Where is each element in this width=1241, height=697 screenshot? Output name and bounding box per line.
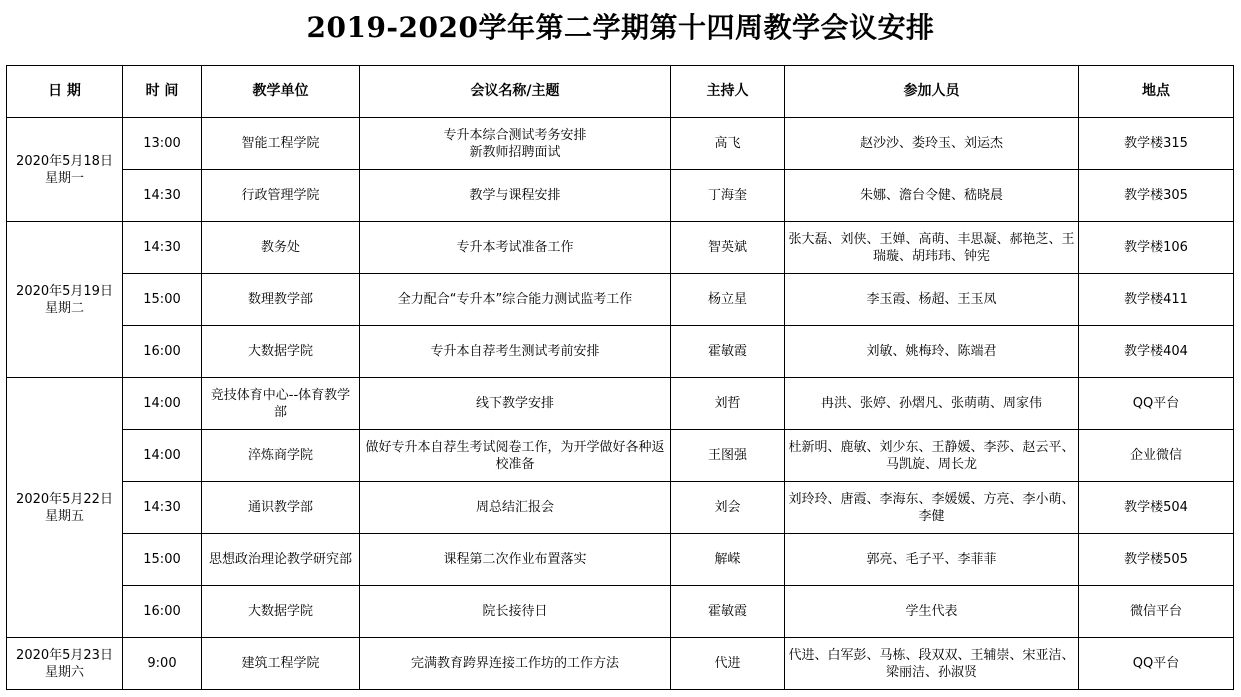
table-row bbox=[7, 638, 1234, 690]
header-location: 地点 bbox=[1079, 66, 1234, 118]
unit-cell: 思想政治理论教学研究部 bbox=[202, 534, 360, 586]
unit-cell: 淬炼商学院 bbox=[202, 430, 360, 482]
date-text: 2020年5月22日 bbox=[16, 491, 113, 507]
unit-cell: 教务处 bbox=[202, 222, 360, 274]
participants-cell: 冉洪、张婷、孙熠凡、张萌萌、周家伟 bbox=[785, 378, 1079, 430]
participants-cell: 朱娜、澹台令健、嵇晓晨 bbox=[785, 170, 1079, 222]
header-host: 主持人 bbox=[671, 66, 785, 118]
location-cell: 教学楼404 bbox=[1079, 326, 1234, 378]
host-cell: 刘会 bbox=[671, 482, 785, 534]
topic-cell bbox=[360, 586, 671, 638]
table-row bbox=[7, 326, 1234, 378]
participants-cell: 张大磊、刘侠、王婵、高萌、丰思凝、郝艳芝、王瑞璇、胡玮玮、钟宪 bbox=[785, 222, 1079, 274]
location-cell: 企业微信 bbox=[1079, 430, 1234, 482]
location-cell: 教学楼106 bbox=[1079, 222, 1234, 274]
unit-cell: 建筑工程学院 bbox=[202, 638, 360, 690]
topic-line: 专升本自荐考生测试考前安排 bbox=[430, 344, 600, 359]
participants-cell: 刘玲玲、唐霞、李海东、李媛媛、方亮、李小萌、李健 bbox=[785, 482, 1079, 534]
meeting-schedule-table bbox=[6, 65, 1234, 690]
unit-cell: 数理教学部 bbox=[202, 274, 360, 326]
host-cell: 杨立星 bbox=[671, 274, 785, 326]
weekday-text: 星期一 bbox=[44, 170, 84, 186]
date-cell bbox=[7, 638, 123, 690]
time-cell: 14:00 bbox=[123, 378, 202, 430]
time-cell: 16:00 bbox=[123, 326, 202, 378]
table-row bbox=[7, 274, 1234, 326]
header-topic: 会议名称/主题 bbox=[360, 66, 671, 118]
host-cell: 代进 bbox=[671, 638, 785, 690]
header-time: 时 间 bbox=[123, 66, 202, 118]
table-row bbox=[7, 118, 1234, 170]
topic-cell bbox=[360, 118, 671, 170]
time-cell: 16:00 bbox=[123, 586, 202, 638]
topic-cell bbox=[360, 222, 671, 274]
participants-cell: 郭亮、毛子平、李菲菲 bbox=[785, 534, 1079, 586]
table-row bbox=[7, 430, 1234, 482]
location-cell: QQ平台 bbox=[1079, 378, 1234, 430]
topic-cell bbox=[360, 534, 671, 586]
location-cell: 教学楼505 bbox=[1079, 534, 1234, 586]
host-cell: 霍敏霞 bbox=[671, 586, 785, 638]
date-text: 2020年5月23日 bbox=[16, 647, 113, 663]
unit-cell: 行政管理学院 bbox=[202, 170, 360, 222]
participants-cell: 学生代表 bbox=[785, 586, 1079, 638]
location-cell: 教学楼315 bbox=[1079, 118, 1234, 170]
page-title: 2019-2020学年第二学期第十四周教学会议安排 bbox=[306, 11, 935, 44]
topic-cell bbox=[360, 170, 671, 222]
unit-cell: 智能工程学院 bbox=[202, 118, 360, 170]
unit-cell: 通识教学部 bbox=[202, 482, 360, 534]
time-cell: 15:00 bbox=[123, 534, 202, 586]
topic-line: 做好专升本自荐生考试阅卷工作，为开学做好各种返校准备 bbox=[365, 439, 665, 472]
topic-line: 线下教学安排 bbox=[475, 396, 554, 411]
time-cell: 14:30 bbox=[123, 222, 202, 274]
date-cell bbox=[7, 378, 123, 638]
location-cell: 微信平台 bbox=[1079, 586, 1234, 638]
topic-line: 周总结汇报会 bbox=[475, 500, 554, 515]
participants-cell: 李玉霞、杨超、王玉凤 bbox=[785, 274, 1079, 326]
date-text: 2020年5月19日 bbox=[16, 283, 113, 299]
time-cell: 14:00 bbox=[123, 430, 202, 482]
table-row bbox=[7, 222, 1234, 274]
topic-cell bbox=[360, 430, 671, 482]
location-cell: 教学楼411 bbox=[1079, 274, 1234, 326]
participants-cell: 赵沙沙、娄玲玉、刘运杰 bbox=[785, 118, 1079, 170]
topic-cell bbox=[360, 378, 671, 430]
topic-line: 课程第二次作业布置落实 bbox=[443, 552, 587, 567]
weekday-text: 星期二 bbox=[44, 300, 84, 316]
table-row bbox=[7, 378, 1234, 430]
topic-line: 专升本综合测试考务安排 bbox=[443, 127, 587, 143]
header-unit: 教学单位 bbox=[202, 66, 360, 118]
host-cell: 丁海奎 bbox=[671, 170, 785, 222]
date-cell bbox=[7, 222, 123, 378]
host-cell: 王图强 bbox=[671, 430, 785, 482]
schedule-body bbox=[7, 118, 1234, 690]
date-text: 2020年5月18日 bbox=[16, 153, 113, 169]
participants-cell: 代进、白军彭、马栋、段双双、王辅崇、宋亚洁、梁丽洁、孙淑贤 bbox=[785, 638, 1079, 690]
host-cell: 高飞 bbox=[671, 118, 785, 170]
table-row bbox=[7, 534, 1234, 586]
header-date: 日 期 bbox=[7, 66, 123, 118]
time-cell: 9:00 bbox=[123, 638, 202, 690]
time-cell: 15:00 bbox=[123, 274, 202, 326]
location-cell: 教学楼504 bbox=[1079, 482, 1234, 534]
unit-cell: 大数据学院 bbox=[202, 326, 360, 378]
location-cell: 教学楼305 bbox=[1079, 170, 1234, 222]
topic-cell bbox=[360, 482, 671, 534]
time-cell: 14:30 bbox=[123, 170, 202, 222]
unit-cell: 竞技体育中心--体育教学部 bbox=[202, 378, 360, 430]
topic-line: 全力配合“专升本”综合能力测试监考工作 bbox=[397, 292, 633, 307]
date-cell bbox=[7, 118, 123, 222]
topic-cell bbox=[360, 638, 671, 690]
topic-cell bbox=[360, 326, 671, 378]
weekday-text: 星期六 bbox=[44, 664, 84, 680]
host-cell: 解嵘 bbox=[671, 534, 785, 586]
table-row bbox=[7, 586, 1234, 638]
host-cell: 霍敏霞 bbox=[671, 326, 785, 378]
table-row bbox=[7, 482, 1234, 534]
time-cell: 13:00 bbox=[123, 118, 202, 170]
topic-line: 教学与课程安排 bbox=[469, 188, 561, 203]
topic-cell bbox=[360, 274, 671, 326]
host-cell: 刘哲 bbox=[671, 378, 785, 430]
topic-line: 专升本考试准备工作 bbox=[456, 240, 574, 255]
unit-cell: 大数据学院 bbox=[202, 586, 360, 638]
location-cell: QQ平台 bbox=[1079, 638, 1234, 690]
header-participants: 参加人员 bbox=[785, 66, 1079, 118]
topic-line: 完满教育跨界连接工作坊的工作方法 bbox=[410, 656, 619, 671]
time-cell: 14:30 bbox=[123, 482, 202, 534]
topic-line: 院长接待日 bbox=[482, 604, 548, 619]
table-row bbox=[7, 170, 1234, 222]
weekday-text: 星期五 bbox=[44, 508, 84, 524]
participants-cell: 杜新明、鹿敏、刘少东、王静媛、李莎、赵云平、马凯旋、周长龙 bbox=[785, 430, 1079, 482]
topic-line: 新教师招聘面试 bbox=[469, 144, 561, 160]
host-cell: 智英斌 bbox=[671, 222, 785, 274]
participants-cell: 刘敏、姚梅玲、陈端君 bbox=[785, 326, 1079, 378]
header-row bbox=[7, 66, 1234, 118]
